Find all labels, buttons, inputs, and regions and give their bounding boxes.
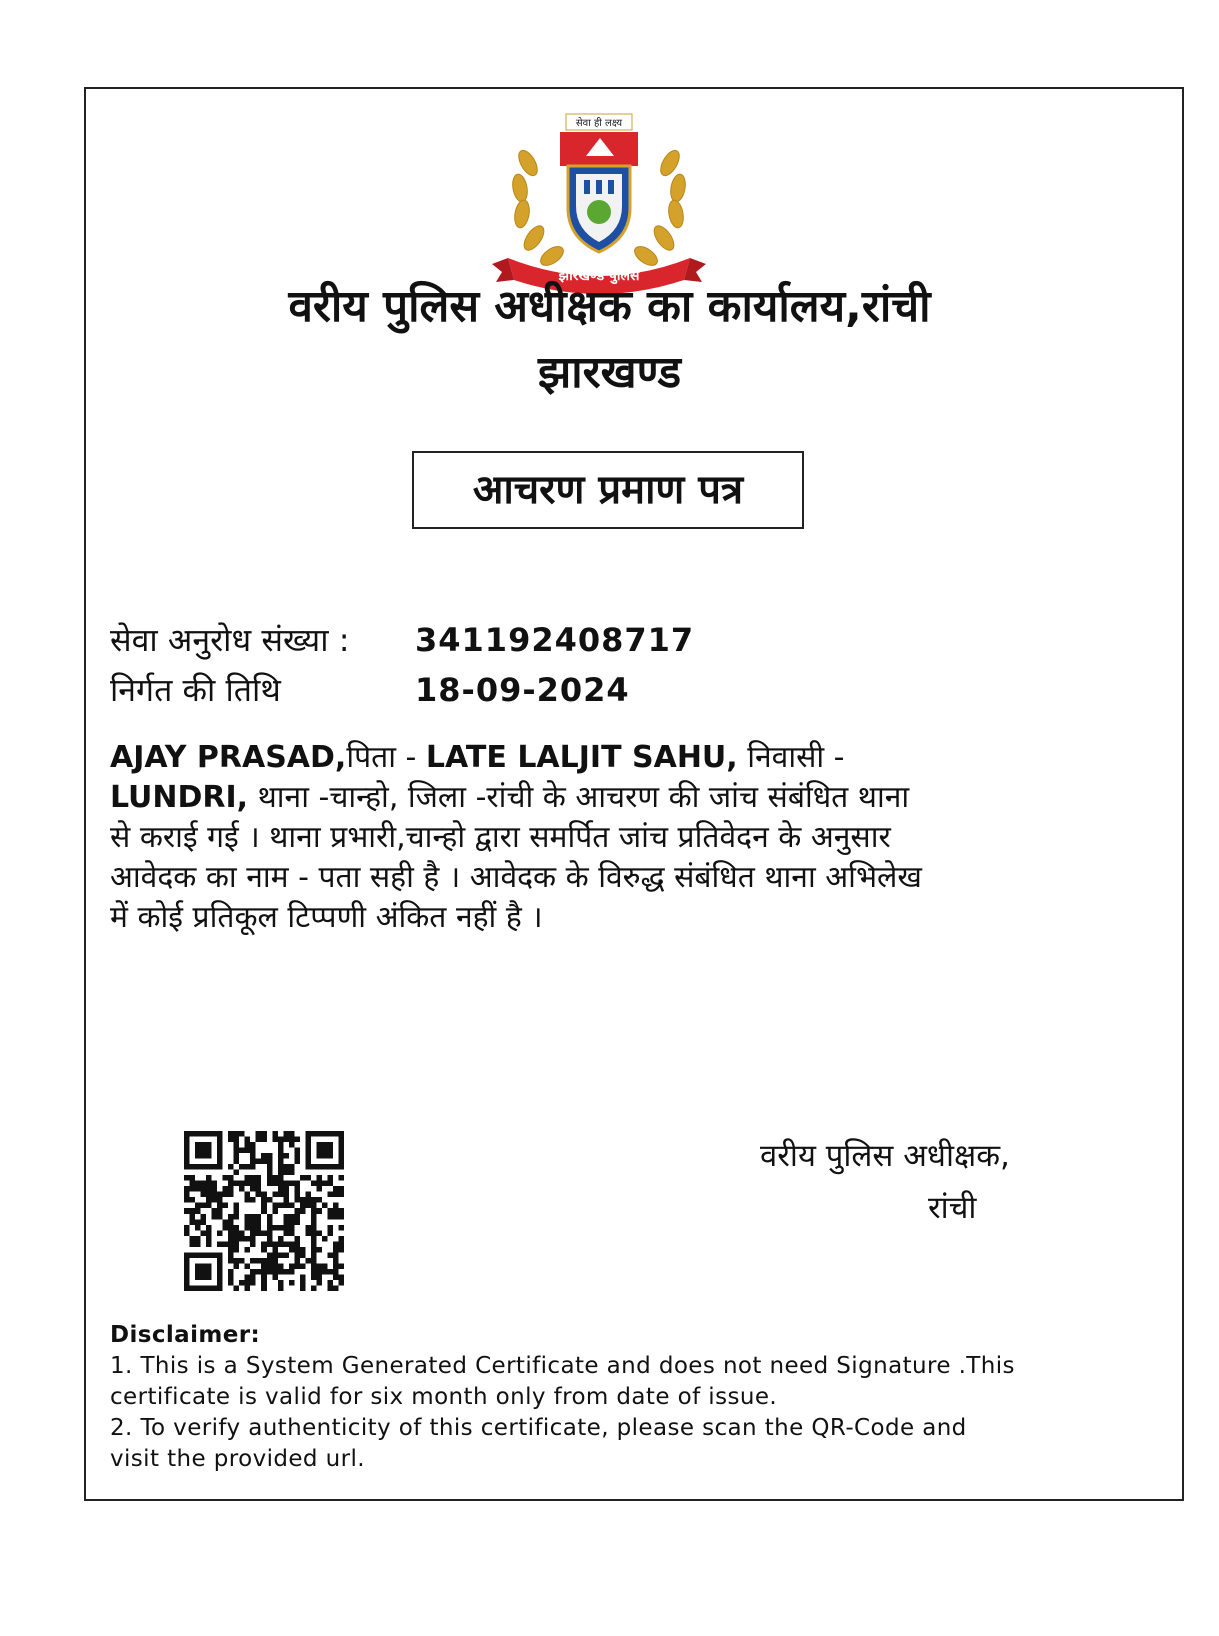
disclaimer-section: [110, 1320, 1150, 1475]
father-name: LATE LALJIT SAHU,: [425, 740, 738, 775]
body-line-4: आवेदक का नाम - पता सही है । आवेदक के विरुद्ध संबंधित थाना अभिलेख: [110, 860, 922, 895]
service-request-number: 341192408717: [415, 621, 695, 659]
body-line-5: में कोई प्रतिकूल टिप्पणी अंकित नहीं है ।: [110, 900, 543, 935]
service-request-row: [110, 618, 695, 662]
village-name: LUNDRI,: [110, 780, 249, 815]
issue-date-label: निर्गत की तिथि: [110, 671, 281, 709]
disclaimer-title: Disclaimer:: [110, 1322, 261, 1348]
body-line-2-text: थाना -चान्हो, जिला -रांची के आचरण की जांच संबंधित थाना: [248, 780, 910, 815]
service-request-label: सेवा अनुरोध संख्या :: [110, 621, 350, 659]
emblem-motto-text: सेवा ही लक्ष्य: [575, 118, 623, 129]
body-line-1: [110, 738, 1170, 778]
father-label: पिता -: [346, 740, 426, 775]
state-title: झारखण्ड: [537, 347, 682, 398]
issue-date-value: 18-09-2024: [415, 671, 630, 709]
resident-label: निवासी -: [737, 740, 845, 775]
signatory-designation: वरीय पुलिस अधीक्षक,: [760, 1138, 1010, 1174]
disclaimer-line-3: 2. To verify authenticity of this certificate, please scan the QR-Code and: [110, 1415, 967, 1441]
signatory-city: रांची: [928, 1190, 977, 1226]
signatory-block: [760, 1130, 1010, 1234]
disclaimer-line-1: 1. This is a System Generated Certificate and does not need Signature .This: [110, 1353, 1015, 1379]
disclaimer-line-4: visit the provided url.: [110, 1446, 365, 1472]
issue-date-row: [110, 668, 630, 712]
certificate-body: [110, 738, 1170, 938]
body-line-3: से कराई गई । थाना प्रभारी,चान्हो द्वारा समर्पित जांच प्रतिवेदन के अनुसार: [110, 820, 891, 855]
emblem-ribbon-text: झारखण्ड पुलिस: [558, 268, 640, 284]
jharkhand-police-emblem: [488, 108, 710, 298]
disclaimer-line-2: certificate is valid for six month only from date of issue.: [110, 1384, 778, 1410]
certificate-title: आचरण प्रमाण पत्र: [412, 451, 804, 529]
verification-qr-code: [184, 1131, 344, 1291]
body-line-2: [110, 778, 1170, 818]
office-title: वरीय पुलिस अधीक्षक का कार्यालय,रांची: [288, 281, 931, 332]
applicant-name: AJAY PRASAD,: [110, 740, 347, 775]
